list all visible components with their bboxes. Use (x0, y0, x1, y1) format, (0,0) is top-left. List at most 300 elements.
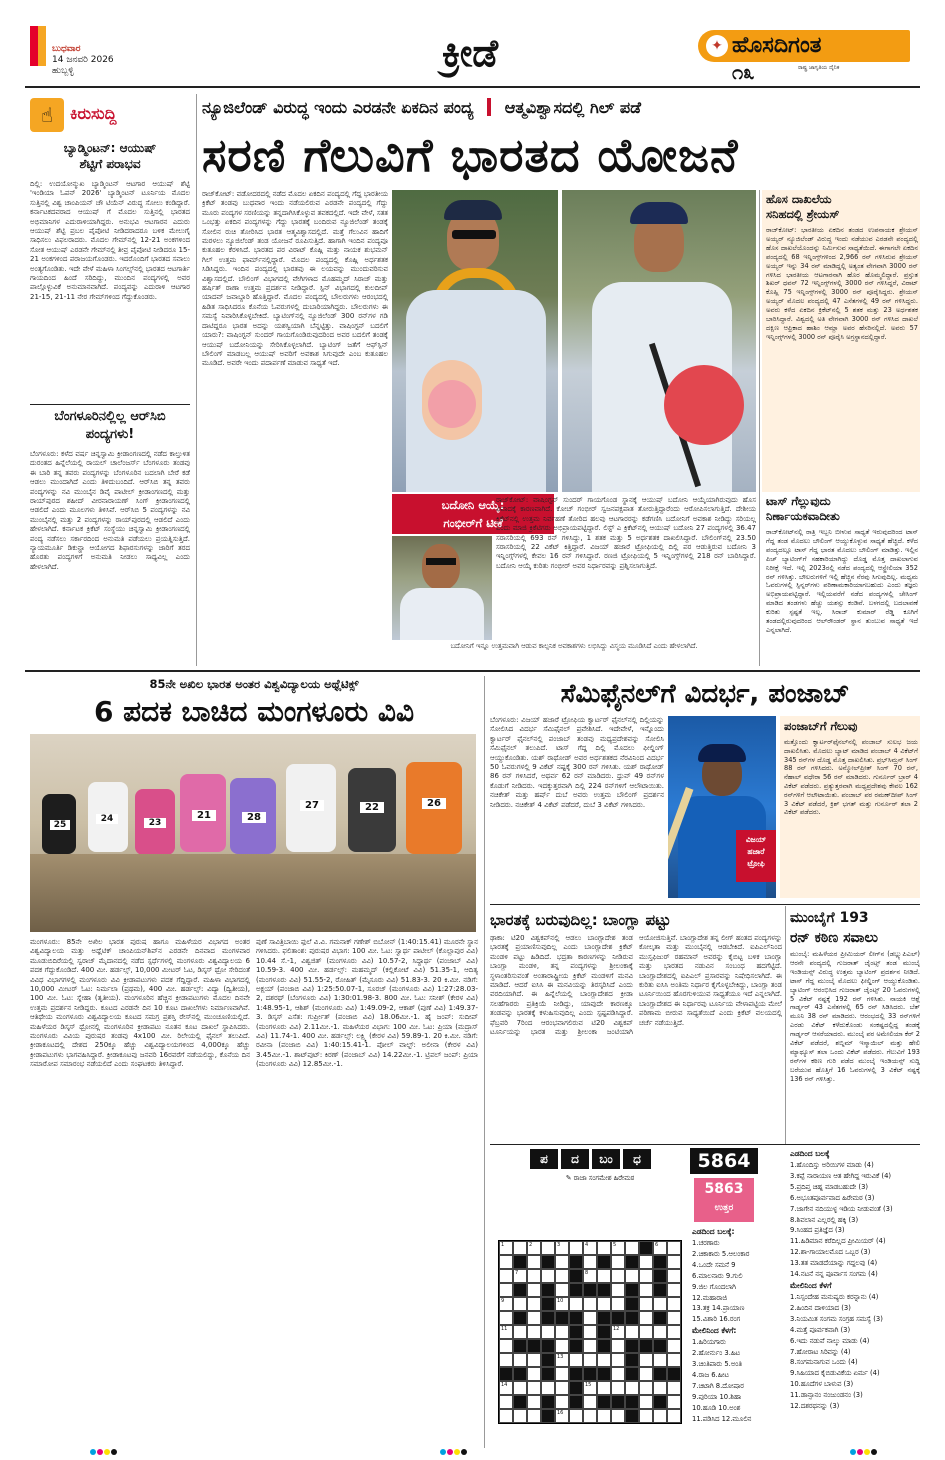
crossword-block-cell (541, 1367, 555, 1381)
clue-right-down: 4.ಮತ್ತೆ ಪೂರ್ವಕವಾಗಿ (3) (790, 1325, 851, 1334)
crossword-cell[interactable] (611, 1409, 625, 1423)
story-badminton-headline-line2: ಶೆಟ್ಟಿಗೆ ಪರಾಭವ (79, 157, 141, 171)
clue-right-down: 9.ಸಿಹಿಯಾದ ಕೈಬಿಡುವಿಕೆಯ ಏರ್ಮ (4) (790, 1369, 880, 1378)
bib-8: 26 (422, 798, 446, 809)
crossword-answer-box (694, 1178, 754, 1222)
crossword-cell[interactable] (597, 1297, 611, 1311)
vh-tag-line1: ವಿಜಯ್ (745, 835, 767, 844)
issue-day: ಬುಧವಾರ (52, 44, 81, 54)
crossword-cell[interactable] (583, 1339, 597, 1353)
clue-right-down: 7.ಹೋರಾಟ ಸಿರಿವನ್ನು (4) (790, 1347, 851, 1356)
clue-down: 4.ರಾಜ 6.ಹೀಟ (692, 1370, 729, 1379)
crossword-cell[interactable] (653, 1353, 667, 1367)
story-badminton-headline (30, 140, 190, 172)
crossword-block-cell (569, 1283, 583, 1297)
crossword-cell[interactable] (513, 1353, 527, 1367)
registration-dots-center (440, 1440, 468, 1459)
athletics-photo (30, 734, 476, 932)
bib-7: 22 (360, 802, 384, 813)
lamp-icon: ✦ (706, 35, 728, 57)
clue-right-across: 11.ಹಿಡಿಮಾನ ಕರೆದಿಲ್ಲದ ಪ್ರೀಮಿಯರ್ (4) (790, 1237, 886, 1246)
crossword-block-cell (569, 1325, 583, 1339)
crossword-cell[interactable]: 2 (527, 1241, 541, 1255)
cw-title-letter-4: ಧ (623, 1149, 651, 1169)
clue-down: 9.ಪುರಿಯಾ 10.ಶಿಹಾ (692, 1392, 742, 1401)
crossword-block-cell (569, 1339, 583, 1353)
crossword-clues-right (790, 1148, 920, 1448)
crossword-cell[interactable] (499, 1255, 513, 1269)
crossword-block-cell (527, 1339, 541, 1353)
crossword-cell[interactable] (611, 1269, 625, 1283)
lead-photo-caption: ಬದೋನಿಗೆ ಇನ್ನೂ ಉತ್ತಮವಾಗಿ ಆಡುವ ಕಾಲ್ಪನಿಕ ಅವಕಾಶಗಳು ಲಭಿಸಿದ್ದು ವಿಸ್ಮಯ ಮೂಡಿಸಿದೆ ಎಂದು ಹೇಳಲಾಗಿದೆ. (450, 642, 698, 650)
logo-tagline: ರಾಷ್ಟ್ರ ಜಾಗೃತಿಯ ದೈನಿಕ (798, 65, 840, 71)
athletics-body-right: ಪುಣೆ ಸಾವಿತ್ರಿಬಾಯಿ ಫುಲೆ ವಿ.ವಿ. ಗಮನಾಕ್ ಗಣೇಶ್ ಬಿಬೋನ್ (1:40:15.41) ಮೂರನೇ ಸ್ಥಾನ ಗಳಿಸಿದರು. ಫಲಿತಾಂಶ: ಪುರುಷರ ವಿಭಾಗ: 100 ಮೀ. ಓಟ: ಸ್ವಾರ್ಥ ಪಾಟೀಲ್ (ಕೊಲ್ಲಾಪುರ ವಿವಿ) 10.44 ಸೆ.-1, ವಿಶ್ವಜಿತ್ (ಮಂಗಳೂರು ವಿವಿ) 10.57-2, ಸಿದ್ಧಾರ್ಥ (ಪಂಜಾಬ್ ವಿವಿ) 10.59-3. 400 ಮೀ. ಹರ್ಡಲ್ಸ್: ಮಹಮ್ಮದ್ (ಕಲ್ಲಿಕೋಟೆ ವಿವಿ) 51.35-1, ಆದಿತ್ಯ (ಮಂಗಳೂರು ವಿವಿ) 51.55-2, ರೋಹಿತ್ (ಮೈಸೂರು ವಿವಿ) 51.83-3. 20 ಕಿ.ಮೀ. ನಡಿಗೆ: ಅಕ್ಷಯ್ (ಪಂಜಾಬಿ ವಿವಿ) 1:25:50.07-1, ಸೂರಜ್ (ಮಂಗಳೂರು ವಿವಿ) 1:27:28.03-2, ದಶರಥ್ (ಬೆಂಗಳೂರು ವಿವಿ) 1:30:01.98-3. 800 ಮೀ. ಓಟ: ಸನೀಶ್ (ಕೇರಳ ವಿವಿ) 1:48.95-1, ಆಶಿಶ್ (ಮಂಗಳೂರು ವಿವಿ) 1:49.09-2, ಆಕಾಶ್ (ಪುಣೆ ವಿವಿ) 1:49.37-3. ಡಿಸ್ಕಸ್ ಎಸೆತ: ಗುರ್ಪ್ರೀತ್ (ಪಂಜಾಬಿ ವಿವಿ) 18.06ಮೀ.-1. ಹೈ ಜಂಪ್: ಸುದೀಪ್ (ಮಂಗಳೂರು ವಿವಿ) 2.11ಮೀ.-1. ಮಹಿಳೆಯರ ವಿಭಾಗ: 100 ಮೀ. ಓಟ: ಪ್ರಿಯಾ (ಮದ್ರಾಸ್ ವಿವಿ) 11.74-1. 400 ಮೀ. ಹರ್ಡಲ್ಸ್: ಲಕ್ಷ್ಮಿ (ಕೇರಳ ವಿವಿ) 59.89-1. 20 ಕಿ.ಮೀ. ನಡಿಗೆ: ರವೀನಾ (ಪಂಜಾಬಿ ವಿವಿ) 1:40:15.41-1. ಪೋಲ್ ವಾಲ್ಟ್: ಅಲೀನಾ (ಕೇರಳ ವಿವಿ) 3.45ಮೀ.-1. ಶಾಟ್‌ಪುಟ್: ಕಿರಣ್ (ಪಂಜಾಬ್ ವಿವಿ) 14.22ಮೀ.-1. ಟ್ರಿಪಲ್ ಜಂಪ್: ಪ್ರಿಯಾ (ಮಂಗಳೂರು ವಿವಿ) 12.85ಮೀ.-1. (256, 938, 478, 1069)
crossword-cell[interactable] (639, 1325, 653, 1339)
lead-kicker (202, 94, 920, 122)
crossword-cell[interactable]: 11 (499, 1325, 513, 1339)
crossword-block-cell (541, 1339, 555, 1353)
clue-right-down: 8.ಸಂಗಮನಾಗುವ ಒಂದು (4) (790, 1358, 858, 1367)
crossword-cell[interactable] (499, 1269, 513, 1283)
crossword-block-cell (625, 1283, 639, 1297)
corner-mark-left (30, 26, 46, 66)
crossword-cell[interactable] (555, 1283, 569, 1297)
crossword-clues-mid (692, 1226, 784, 1448)
crossword-cell[interactable] (611, 1255, 625, 1269)
crossword-cell[interactable] (541, 1325, 555, 1339)
crossword-cell[interactable] (555, 1395, 569, 1409)
crossword-cell[interactable]: 10 (555, 1297, 569, 1311)
bangla-body: ಢಾಕಾ: ಟಿ20 ವಿಶ್ವಕಪ್‌ನಲ್ಲಿ ಆಡಲು ಬಾಂಗ್ಲಾದೇಶ ತಂಡ ಭಾರತಕ್ಕೆ ಪ್ರಯಾಣಿಸುವುದಿಲ್ಲ ಎಂದು ಬಾಂಗ್ಲಾದೇಶ ಕ್ರಿಕೆಟ್ ಮಂಡಳಿ ಪಟ್ಟು ಹಿಡಿದಿದೆ. ಭದ್ರತಾ ಕಾರಣಗಳನ್ನು ನೀಡಿರುವ ಬಾಂಗ್ಲಾ ಮಂಡಳಿ, ತನ್ನ ಪಂದ್ಯಗಳನ್ನು ಶ್ರೀಲಂಕಾಕ್ಕೆ ಸ್ಥಳಾಂತರಿಸುವಂತೆ ಅಂತಾರಾಷ್ಟ್ರೀಯ ಕ್ರಿಕೆಟ್ ಮಂಡಳಿಗೆ ಮನವಿ ಮಾಡಿದೆ. ಆದರೆ ಐಸಿಸಿ ಈ ಮನವಿಯನ್ನು ತಿರಸ್ಕರಿಸಿದೆ ಎಂದು ವರದಿಯಾಗಿದೆ. ಈ ಹಿನ್ನೆಲೆಯಲ್ಲಿ ಬಾಂಗ್ಲಾದೇಶದ ಕ್ರೀಡಾ ಸಲಹೆಗಾರರು ಪ್ರತಿಕ್ರಿಯೆ ನೀಡಿದ್ದು, ಯಾವುದೇ ಕಾರಣಕ್ಕೂ ತಂಡವನ್ನು ಭಾರತಕ್ಕೆ ಕಳುಹಿಸುವುದಿಲ್ಲ ಎಂದು ಸ್ಪಷ್ಟಪಡಿಸಿದ್ದಾರೆ. ಫೆಬ್ರವರಿ 7ರಿಂದ ಆರಂಭವಾಗಲಿರುವ ಟಿ20 ವಿಶ್ವಕಪ್ ಟೂರ್ನಿಯನ್ನು ಭಾರತ ಮತ್ತು ಶ್ರೀಲಂಕಾ ಜಂಟಿಯಾಗಿ ಆಯೋಜಿಸುತ್ತಿವೆ. ಬಾಂಗ್ಲಾದೇಶ ತನ್ನ ಲೀಗ್ ಹಂತದ ಪಂದ್ಯಗಳನ್ನು ಕೋಲ್ಕತಾ ಮತ್ತು ಮುಂಬೈನಲ್ಲಿ ಆಡಬೇಕಿದೆ. ಐಪಿಎಲ್‌ನಿಂದ ಮುಸ್ತಫಿಜುರ್ ರಹಮಾನ್ ಅವರನ್ನು ಕೈಬಿಟ್ಟ ಬಳಿಕ ಬಾಂಗ್ಲಾ ಮತ್ತು ಭಾರತದ ನಡುವಿನ ಸಂಬಂಧ ಹದಗೆಟ್ಟಿದೆ. ಬಾಂಗ್ಲಾದೇಶದಲ್ಲಿ ಐಪಿಎಲ್ ಪ್ರಸಾರವನ್ನು ನಿಷೇಧಿಸಲಾಗಿದೆ. ಈ ಕುರಿತು ಐಸಿಸಿ ಅಂತಿಮ ನಿರ್ಧಾರ ಕೈಗೊಳ್ಳಬೇಕಿದ್ದು, ಬಾಂಗ್ಲಾ ತಂಡ ಟೂರ್ನಿಯಿಂದ ಹೊರಗುಳಿಯುವ ಸಾಧ್ಯತೆಯೂ ಇದೆ ಎನ್ನಲಾಗಿದೆ. ಬಾಂಗ್ಲಾದೇಶದ ಈ ನಿರ್ಧಾರವು ಟೂರ್ನಿಯ ವೇಳಾಪಟ್ಟಿಯ ಮೇಲೆ ಪರಿಣಾಮ ಬೀರುವ ಸಾಧ್ಯತೆಯಿದೆ ಎಂದು ಕ್ರಿಕೆಟ್ ವಲಯದಲ್ಲಿ ಚರ್ಚೆ ನಡೆಯುತ್ತಿದೆ. (490, 934, 782, 1037)
crossword-block-cell (499, 1367, 513, 1381)
crossword-cell[interactable]: 14 (499, 1381, 513, 1395)
crossword-cell[interactable] (625, 1269, 639, 1283)
section-rule-lower (490, 904, 920, 905)
crossword-cell[interactable] (583, 1409, 597, 1423)
crossword-cell[interactable] (639, 1381, 653, 1395)
athletics-kicker: 85ನೇ ಅಖಿಲ ಭಾರತ ಅಂತರ ವಿಶ್ವವಿದ್ಯಾಲಯ ಅಥ್ಲೆಟಿಕ್ಸ್ (149, 677, 359, 691)
crossword-block-cell (583, 1367, 597, 1381)
crossword-cell[interactable]: 16 (555, 1409, 569, 1423)
crossword-block-cell (513, 1367, 527, 1381)
crossword-grid[interactable] (498, 1240, 682, 1424)
athletics-headline: 6 ಪದಕ ಬಾಚಿದ ಮಂಗಳೂರು ವಿವಿ (93, 695, 415, 728)
section-title: ಕ್ರೀಡೆ (441, 31, 499, 75)
bib-2: 24 (96, 814, 118, 824)
crossword-block-cell (625, 1367, 639, 1381)
crossword-cell[interactable]: 3 (555, 1241, 569, 1255)
crossword-cell[interactable] (611, 1339, 625, 1353)
crossword-block-cell (597, 1325, 611, 1339)
hand-icon: ☝ (30, 98, 64, 132)
shreyas-headline (766, 192, 918, 222)
crossword-block-cell (597, 1339, 611, 1353)
crossword-block-cell (625, 1353, 639, 1367)
crossword-cell[interactable] (597, 1409, 611, 1423)
crossword-block-cell (513, 1395, 527, 1409)
toss-headline-line2: ನಿರ್ಣಾಯಕವಾದೀತು (766, 509, 840, 523)
crossword-cell[interactable] (625, 1325, 639, 1339)
crossword-block-cell (625, 1339, 639, 1353)
crossword-cell[interactable] (555, 1339, 569, 1353)
crossword-answer-no: 5863 (704, 1181, 744, 1197)
crossword-cell[interactable]: 9 (499, 1297, 513, 1311)
crossword-block-cell (541, 1297, 555, 1311)
page-number: ೧೩ (732, 60, 755, 84)
crossword-cell[interactable] (639, 1409, 653, 1423)
clue-right-down: 1.ನಿಸ್ಸಂದೇಹ ಮನುಷ್ಯರು ಕರನ್ನಾನು (4) (790, 1292, 879, 1301)
crossword-block-cell (611, 1395, 625, 1409)
crossword-author (520, 1174, 680, 1183)
crossword-cell[interactable] (513, 1381, 527, 1395)
crossword-cell[interactable] (611, 1353, 625, 1367)
crossword-cell[interactable] (653, 1297, 667, 1311)
crossword-cell[interactable] (555, 1255, 569, 1269)
crossword-block-cell (625, 1255, 639, 1269)
crossword-block-cell (625, 1297, 639, 1311)
crossword-block-cell (541, 1353, 555, 1367)
mumbai-headline-line1: ಮುಂಬೈಗೆ 193 (790, 910, 869, 926)
issue-date: 14 ಜನವರಿ 2026 (52, 55, 114, 65)
crossword-cell[interactable] (499, 1353, 513, 1367)
crossword-cell[interactable] (667, 1255, 681, 1269)
punjab-box-body: ಮತ್ತೊಂದು ಕ್ವಾರ್ಟರ್‌ಫೈನಲ್‌ನಲ್ಲಿ ಪಂಜಾಬ್ ಸುಲಭ ಜಯ ದಾಖಲಿಸಿತು. ಮೊದಲು ಬ್ಯಾಟ್ ಮಾಡಿದ ಪಂಜಾಬ್ 4 ವಿಕೆಟ್‌ಗೆ 345 ರನ್‌ಗಳ ದೊಡ್ಡ ಮೊತ್ತ ದಾಖಲಿಸಿತು. ಪ್ರಭ್‌ಸಿಮ್ರನ್ ಸಿಂಗ್ 88 ರನ್ ಗಳಿಸಿದರು. ಅನ್ಮೋಲ್‌ಪ್ರೀತ್ ಸಿಂಗ್ 70 ರನ್, ನೆಹಾಲ್ ವಧೇರಾ 56 ರನ್ ಮಾಡಿದರು. ಗುರ್ನೂರ್ ಬ್ರಾರ್ 4 ವಿಕೆಟ್ ಪಡೆದರು. ಪ್ರತ್ಯುತ್ತರವಾಗಿ ಮಧ್ಯಪ್ರದೇಶವು ಕೇವಲ 162 ರನ್‌ಗಳಿಗೆ ಆಲೌಟಾಯಿತು. ಪಂಜಾಬ್ ಪರ ರಮಣ್‌ದೀಪ್ ಸಿಂಗ್ 3 ವಿಕೆಟ್ ಪಡೆದರೆ, ಕ್ರಿಶ್ ಭಗತ್ ಮತ್ತು ಗುರ್ನೂರ್ ತಲಾ 2 ವಿಕೆಟ್ ಪಡೆದರು. (784, 738, 918, 817)
pen-icon: ✎ (565, 1174, 574, 1182)
crossword-cell[interactable] (639, 1297, 653, 1311)
crossword-cell[interactable] (569, 1409, 583, 1423)
crossword-block-cell (653, 1283, 667, 1297)
bib-6: 27 (300, 800, 324, 811)
crossword-cell[interactable] (639, 1269, 653, 1283)
crossword-cell[interactable]: 15 (583, 1381, 597, 1395)
crossword-block-cell (541, 1255, 555, 1269)
cw-title-letter-2: ದ (561, 1149, 589, 1169)
mumbai-headline-line2: ರನ್ ಕಠಿಣ ಸವಾಲು (790, 930, 878, 946)
mumbai-headline (790, 908, 920, 948)
toss-headline (766, 494, 918, 524)
crossword-cell[interactable] (527, 1297, 541, 1311)
crossword-block-cell (541, 1311, 555, 1325)
clue-right-across: 5.ಪ್ರದಿಪ್ತ ಚಿಹ್ನ ಮಾಡಬಹುದೇ (3) (790, 1182, 869, 1191)
crossword-cell[interactable] (667, 1395, 681, 1409)
clue-right-across: 8.ಶಿವಲಾನ ಎಲ್ಲರಲ್ಲಿ ಹಕ್ಕಿ (3) (790, 1215, 859, 1224)
clue-right-down: 6.ಇದು ನಡುವೆ ನಾಲ್ಕು ಮಾಡು (4) (790, 1336, 870, 1345)
mumbai-body: ಮುಂಬೈ: ಮಹಿಳೆಯರ ಪ್ರೀಮಿಯರ್ ಲೀಗ್‌ನ (ಡಬ್ಲ್ಯುಪಿಎಲ್) ಆರನೇ ಪಂದ್ಯದಲ್ಲಿ ಗುಜರಾತ್ ಜೈಂಟ್ಸ್ ತಂಡ ಮುಂಬೈ ಇಂಡಿಯನ್ಸ್ ವಿರುದ್ಧ ಉತ್ತಮ ಬ್ಯಾಟಿಂಗ್ ಪ್ರದರ್ಶನ ನೀಡಿದೆ. ಟಾಸ್ ಗೆದ್ದ ಮುಂಬೈ ಮೊದಲು ಫೀಲ್ಡಿಂಗ್ ಆಯ್ದುಕೊಂಡಿತು. ಬ್ಯಾಟಿಂಗ್ ಆರಂಭಿಸಿದ ಗುಜರಾತ್ ಜೈಂಟ್ಸ್ 20 ಓವರುಗಳಲ್ಲಿ 5 ವಿಕೆಟ್ ನಷ್ಟಕ್ಕೆ 192 ರನ್ ಗಳಿಸಿತು. ನಾಯಕಿ ಆಶ್ಲೆ ಗಾರ್ಡ್ನರ್ 43 ಎಸೆತಗಳಲ್ಲಿ 65 ರನ್ ಸಿಡಿಸಿದರು. ಬೆತ್ ಮೂನಿ 38 ರನ್ ಮಾಡಿದರು. ಆರಂಭದಲ್ಲಿ 33 ರನ್‌ಗಳಿಗೆ ಎರಡು ವಿಕೆಟ್ ಕಳೆದುಕೊಂಡು ಸಂಕಷ್ಟದಲ್ಲಿದ್ದ ತಂಡಕ್ಕೆ ಗಾರ್ಡ್ನರ್ ಆಸರೆಯಾದರು. ಮುಂಬೈ ಪರ ಅಮೇಲಿಯಾ ಕೆರ್ 2 ವಿಕೆಟ್ ಪಡೆದರೆ, ಶಬ್ನಿಮ್ ಇಸ್ಮಾಯಿಲ್ ಮತ್ತು ಹೇಲಿ ಮ್ಯಾಥ್ಯೂಸ್ ತಲಾ ಒಂದು ವಿಕೆಟ್ ಪಡೆದರು. ಗೆಲುವಿಗೆ 193 ರನ್‌ಗಳ ಕಠಿಣ ಗುರಿ ಪಡೆದ ಮುಂಬೈ ಇಂಡಿಯನ್ಸ್ ಸುದ್ದಿ ಬರೆಯುವ ಹೊತ್ತಿಗೆ 16 ಓವರುಗಳಲ್ಲಿ 3 ವಿಕೆಟ್ ನಷ್ಟಕ್ಕೆ 136 ರನ್ ಗಳಿಸಿತ್ತು. (790, 950, 920, 1083)
crossword-cell[interactable] (667, 1269, 681, 1283)
crossword-cell[interactable] (611, 1297, 625, 1311)
crossword-block-cell (639, 1339, 653, 1353)
crossword-cell[interactable] (583, 1353, 597, 1367)
clue-across: 12.ಮಹಾರಾಜಿ (692, 1293, 727, 1302)
crossword-cell[interactable] (555, 1367, 569, 1381)
clue-right-across: 13.ತತ ಮಾಡದೆಯಾನ್ನು ಗದ್ದಲವು (4) (790, 1259, 878, 1268)
lead-kicker-right: ಆತ್ಮವಿಶ್ವಾಸದಲ್ಲಿ ಗಿಲ್ ಪಡೆ (504, 98, 641, 117)
crossword-cell[interactable] (667, 1381, 681, 1395)
crossword-cell[interactable] (569, 1353, 583, 1367)
crossword-cell[interactable] (639, 1311, 653, 1325)
crossword-block-cell (625, 1395, 639, 1409)
clue-across: 15.ವಿಶಾರಿ 16.ರಂಗ (692, 1315, 741, 1324)
crossword-cell[interactable] (583, 1395, 597, 1409)
crossword-cell[interactable] (499, 1283, 513, 1297)
crossword-cell[interactable] (583, 1255, 597, 1269)
crossword-cell[interactable] (527, 1325, 541, 1339)
crossword-cell[interactable]: 1 (499, 1241, 513, 1255)
kirusuddi-label: ಕಿರುಸುದ್ದಿ (70, 104, 117, 123)
shreyas-body: ರಾಜ್‌ಕೋಟ್: ಭಾರತೀಯ ಏಕದಿನ ತಂಡದ ಉಪನಾಯಕ ಶ್ರೇಯಸ್ ಅಯ್ಯರ್ ನ್ಯೂಜಿಲೆಂಡ್ ವಿರುದ್ಧ ಇಂದು ನಡೆಯುವ ಎರಡನೇ ಪಂದ್ಯದಲ್ಲಿ ಹೊಸ ದಾಖಲೆಯೊಂದನ್ನು ನಿರ್ಮಿಸುವ ಸಾಧ್ಯತೆಯಿದೆ. ಈಗಾಗಲೇ ಏಕದಿನ ಪಂದ್ಯದಲ್ಲಿ 68 ಇನ್ನಿಂಗ್ಸ್‌ಗಳಿಂದ 2,966 ರನ್ ಗಳಿಸಿರುವ ಶ್ರೇಯಸ್ ಅಯ್ಯರ್ ಇನ್ನು 34 ರನ್ ಮಾಡಿದ್ದಲ್ಲಿ ಅತ್ಯಂತ ವೇಗವಾಗಿ 3000 ರನ್ ಗಳಿಸಿದ ಭಾರತೀಯ ಆಟಗಾರನಾಗಿ ಹೊರ ಹೊಮ್ಮಲಿದ್ದಾರೆ. ಪ್ರಸ್ತುತ ಶಿಖರ್ ಧವನ್ 72 ಇನ್ನಿಂಗ್ಸ್‌ಗಳಲ್ಲಿ 3000 ರನ್ ಗಳಿಸಿದ್ದರೆ, ವಿರಾಟ್ ಕೊಹ್ಲಿ 75 ಇನ್ನಿಂಗ್ಸ್‌ಗಳಲ್ಲಿ 3000 ರನ್ ಪೂರೈಸಿದ್ದರು. ಶ್ರೇಯಸ್ ಅಯ್ಯರ್ ಮೊದಲ ಪಂದ್ಯದಲ್ಲಿ 47 ಎಸೆತಗಳಲ್ಲಿ 49 ರನ್ ಗಳಿಸಿದ್ದರು. ಅವರು ಕಳೆದ ಏಕದಿನ ಕ್ರಿಕೆಟ್‌ನಲ್ಲಿ 5 ಶತಕ ಮತ್ತು 23 ಅರ್ಧಶತಕ ಬಾರಿಸಿದ್ದಾರೆ. ವಿಶ್ವದಲ್ಲಿ ಅತಿ ವೇಗವಾಗಿ 3000 ರನ್ ಗಳಿಸಿದ ದಾಖಲೆ ದಕ್ಷಿಣ ಆಫ್ರಿಕಾದ ಹಾಶಿಂ ಆಮ್ಲಾ ಅವರ ಹೆಸರಿನಲ್ಲಿದೆ. ಅವರು 57 ಇನ್ನಿಂಗ್ಸ್‌ಗಳಲ್ಲಿ 3000 ರನ್ ಪೂರೈಸಿ ಅಗ್ರಸ್ಥಾನದಲ್ಲಿದ್ದಾರೆ. (766, 226, 918, 341)
column-divider-bottom (484, 676, 485, 1448)
story-rcb-headline-line2: ಪಂದ್ಯಗಳು! (85, 427, 135, 442)
kirusuddi-divider (30, 404, 190, 405)
clue-right-down: 12.ದಶರಥನನ್ನು (3) (790, 1402, 840, 1411)
crossword-top-rule (490, 1144, 920, 1145)
lead-headline: ಸರಣಿ ಗೆಲುವಿಗೆ ಭಾರತದ ಯೋಜನೆ (202, 128, 739, 182)
crossword-cell[interactable] (667, 1353, 681, 1367)
kirusuddi-badge (30, 98, 180, 132)
crossword-block-cell (513, 1255, 527, 1269)
crossword-block-cell (569, 1367, 583, 1381)
crossword-cell[interactable]: 13 (555, 1353, 569, 1367)
crossword-cell[interactable] (499, 1395, 513, 1409)
crossword-cell[interactable] (583, 1297, 597, 1311)
story-badminton-headline-line1: ಬ್ಯಾಡ್ಮಿಂಟನ್: ಆಯುಷ್ (63, 141, 157, 155)
crossword-cell[interactable] (499, 1339, 513, 1353)
crossword-cell[interactable] (499, 1311, 513, 1325)
semifinal-headline: ಸೆಮಿಫೈನಲ್‌ಗೆ ವಿದರ್ಭ, ಪಂಜಾಬ್ (560, 679, 850, 709)
crossword-block-cell (541, 1395, 555, 1409)
crossword-cell[interactable]: 4 (583, 1241, 597, 1255)
crossword-block-cell (653, 1395, 667, 1409)
crossword-cell[interactable] (541, 1381, 555, 1395)
crossword-cell[interactable] (513, 1241, 527, 1255)
vh-tag-line3: ಟ್ರೋಫಿ (747, 859, 765, 868)
crossword-cell[interactable] (527, 1381, 541, 1395)
crossword-cell[interactable] (527, 1409, 541, 1423)
bib-5: 28 (242, 812, 266, 823)
clue-down: 2.ಹೋರ್ನುಂ 3.ಹಿಟ (692, 1349, 740, 1358)
story-rcb-headline (30, 408, 190, 444)
clues-mid-down-heading: ಮೇಲಿನಿಂದ ಕೆಳಗೆ: (692, 1326, 737, 1336)
crossword-block-cell (569, 1381, 583, 1395)
crossword-cell[interactable] (653, 1409, 667, 1423)
crossword-block-cell (583, 1283, 597, 1297)
gambhir-photo (392, 536, 492, 640)
crossword-cell[interactable] (639, 1283, 653, 1297)
crossword-cell[interactable] (499, 1409, 513, 1423)
bangla-headline: ಭಾರತಕ್ಕೆ ಬರುವುದಿಲ್ಲ: ಬಾಂಗ್ಲಾ ಪಟ್ಟು (490, 911, 671, 929)
crossword-cell[interactable] (667, 1311, 681, 1325)
clue-down: 1.ಹಿರಿಯಗಾರು (692, 1338, 726, 1347)
crossword-cell[interactable] (611, 1367, 625, 1381)
clue-down: 10.ಹೂಡಿ 10.ಅಂಶ (692, 1403, 741, 1412)
column-divider-left (196, 94, 197, 666)
crossword-cell[interactable] (541, 1241, 555, 1255)
toss-headline-line1: ಟಾಸ್ ಗೆಲ್ಲುವುದು (766, 494, 831, 508)
clue-across: 13.ತಕ್ರ 14.ಪ್ರಾಯಾಣ (692, 1304, 745, 1313)
crossword-cell[interactable] (639, 1353, 653, 1367)
crossword-block-cell (569, 1395, 583, 1409)
crossword-block-cell (611, 1311, 625, 1325)
logo-text: ಹೊಸದಿಗಂತ (732, 33, 822, 58)
cw-title-letter-1: ಪ (530, 1149, 558, 1169)
crossword-cell[interactable] (527, 1311, 541, 1325)
crossword-cell[interactable]: 12 (611, 1325, 625, 1339)
crossword-cell[interactable] (653, 1381, 667, 1395)
crossword-cell[interactable] (569, 1297, 583, 1311)
column-divider-mumbai (785, 906, 786, 1144)
clues-mid-across-heading: ಎಡದಿಂದ ಬಲಕ್ಕೆ: (692, 1227, 735, 1236)
crossword-cell[interactable] (639, 1255, 653, 1269)
crossword-block-cell (541, 1283, 555, 1297)
crossword-author-name: ರಾಜಾ ಸಂಗಮೇಶ ಹಿರೇಮಠ (573, 1174, 635, 1182)
clues-right-down-heading: ಮೇಲಿನಿಂದ ಕೆಳಗೆ (790, 1280, 832, 1290)
crossword-cell[interactable] (527, 1269, 541, 1283)
crossword-cell[interactable] (527, 1283, 541, 1297)
crossword-block-cell (597, 1395, 611, 1409)
crossword-block-cell (639, 1241, 653, 1255)
crossword-block-cell (625, 1409, 639, 1423)
crossword-cell[interactable]: 8 (583, 1269, 597, 1283)
vh-trophy-tag (736, 830, 776, 882)
crossword-cell[interactable] (513, 1297, 527, 1311)
crossword-cell[interactable] (513, 1409, 527, 1423)
issue-city: ಹುಬ್ಬಳ್ಳಿ (52, 66, 74, 76)
crossword-cell[interactable]: 7 (513, 1269, 527, 1283)
crossword-cell[interactable] (667, 1283, 681, 1297)
section-rule-mid (25, 670, 920, 672)
column-divider-right (759, 190, 760, 666)
crossword-cell[interactable]: 5 (611, 1241, 625, 1255)
crossword-title (530, 1148, 664, 1170)
crossword-block-cell (513, 1283, 527, 1297)
crossword-cell[interactable] (667, 1241, 681, 1255)
crossword-cell[interactable] (555, 1325, 569, 1339)
crossword-block-cell (597, 1283, 611, 1297)
crossword-block-cell (569, 1311, 583, 1325)
crossword-cell[interactable] (527, 1367, 541, 1381)
crossword-block-cell (653, 1367, 667, 1381)
crossword-cell[interactable] (513, 1325, 527, 1339)
masthead-logo (698, 30, 910, 84)
crossword-cell[interactable] (625, 1241, 639, 1255)
clue-right-across: 14.ನಟನೆ ನನ್ನ ಪೂರ್ವಾಸ ಸಂಗಮ (4) (790, 1270, 878, 1279)
crossword-block-cell (513, 1339, 527, 1353)
clue-across: 6.ಮಾಲನಾರು 9.ಗುಲಿ (692, 1271, 743, 1280)
crossword-cell[interactable] (653, 1325, 667, 1339)
header-rule (25, 86, 920, 88)
crossword-cell[interactable] (667, 1325, 681, 1339)
crossword-cell[interactable] (555, 1269, 569, 1283)
crossword-cell[interactable] (597, 1241, 611, 1255)
story-badminton-body: ದಿಲ್ಲಿ: ಉದಯೋನ್ಮುಖ ಬ್ಯಾಡ್ಮಿಂಟನ್ ಆಟಗಾರ ಆಯುಷ್ ಶೆಟ್ಟಿ 'ಇಂಡಿಯಾ ಓಪನ್ 2026' ಬ್ಯಾಡ್ಮಿಂಟನ್ ಟೂರ್ನಿಯ ಮೊದಲ ಸುತ್ತಿನಲ್ಲಿ ವಿಶ್ವ ಚಾಂಪಿಯನ್ ಚೌ ಟಿಯೆನ್ ವಿರುದ್ಧ ಸೋಲು ಕಂಡಿದ್ದಾರೆ. ಕರ್ನಾಟಕದವರಾದ ಆಯುಷ್ ಗೆ ಮೊದಲ ಸುತ್ತಿನಲ್ಲಿ ಭಾರತದ ಅಭಿಮಾನಿಗಳ ಎದುರಾಳಿಯಾಗಿದ್ದರು. ಅನುಭವಿ ಆಟಗಾರನ ಎದುರು ಆಯುಷ್ ಶೆಟ್ಟಿ ಪ್ರಬಲ ಪೈಪೋಟಿ ನೀಡಿದರಾದರೂ ಬಳಿಕ ಮೇಲುಗೈ ಸಾಧಿಸಲು ವಿಫಲರಾದರು. ಮೊದಲ ಗೇಮ್‌ನಲ್ಲಿ 12-21 ಅಂಕಗಳಿಂದ ಸೋತ ಆಯುಷ್ ಎರಡನೇ ಗೇಮ್‌ನಲ್ಲಿ ತೀವ್ರ ಪೈಪೋಟಿ ನೀಡಿದರೂ 15-21 ಅಂಕಗಳಿಂದ ಪರಾಜಯಗೊಂಡರು. ಇದರೊಂದಿಗೆ ಭಾರತದ ಸವಾಲು ಅಂತ್ಯಗೊಂಡಿತು. ಇದೇ ವೇಳೆ ಮಹಿಳಾ ಸಿಂಗಲ್ಸ್‌ನಲ್ಲಿ ಭಾರತದ ಆಟಗಾರ್ತಿ ಗಾಯದಿಂದ ಹಿಂದೆ ಸರಿದಿದ್ದು, ಮುಂದಿನ ಪಂದ್ಯಗಳಲ್ಲಿ ಅವರ ಪಾಲ್ಗೊಳ್ಳುವಿಕೆ ಅನುಮಾನವಾಗಿದೆ. ಪಂದ್ಯವನ್ನು ಎದುರಾಳಿ ಆಟಗಾರ 21-15, 21-11 ನೇರ ಗೇಮ್‌ಗಳಿಂದ ಗೆದ್ದುಕೊಂಡರು. (30, 180, 190, 301)
crossword-cell[interactable] (639, 1367, 653, 1381)
crossword-cell[interactable] (583, 1325, 597, 1339)
crossword-cell[interactable] (611, 1283, 625, 1297)
crossword-cell[interactable] (583, 1311, 597, 1325)
crossword-block-cell (541, 1409, 555, 1423)
crossword-cell[interactable] (541, 1269, 555, 1283)
clue-down: 3.ಚಿಂತಿಪಾರು 5.ಅಂತಿ (692, 1360, 742, 1369)
story-rcb-headline-line1: ಬೆಂಗಳೂರಿನಲ್ಲಿಲ್ಲ ಆರ್‌ಸಿಬಿ (54, 409, 166, 424)
crossword-cell[interactable] (597, 1381, 611, 1395)
semifinal-body: ಬೆಂಗಳೂರು: ವಿಜಯ್ ಹಜಾರೆ ಟ್ರೋಫಿಯ ಕ್ವಾರ್ಟರ್ ಫೈನಲ್‌ನಲ್ಲಿ ದಿಲ್ಲಿಯನ್ನು ಸೋಲಿಸಿದ ವಿದರ್ಭ ಸೆಮಿಫೈನಲ್ ಪ್ರವೇಶಿಸಿದೆ. ಇದೇವೇಳೆ, ಇನ್ನೊಂದು ಕ್ವಾರ್ಟರ್ ಫೈನಲ್‌ನಲ್ಲಿ ಪಂಜಾಬ್ ತಂಡವು ಮಧ್ಯಪ್ರದೇಶವನ್ನು ಸೋಲಿಸಿ ಸೆಮಿಫೈನಲ್ ತಲುಪಿದೆ. ಟಾಸ್ ಗೆದ್ದ ದಿಲ್ಲಿ ಮೊದಲು ಫೀಲ್ಡಿಂಗ್ ಆಯ್ದುಕೊಂಡಿತು. ಯಶ್ ರಾಥೋಡ್ ಅವರ ಅರ್ಧಶತಕದ ನೆರವಿನಿಂದ ವಿದರ್ಭ 50 ಓವರುಗಳಲ್ಲಿ 9 ವಿಕೆಟ್ ನಷ್ಟಕ್ಕೆ 300 ರನ್ ಗಳಿಸಿತು. ಯಶ್ ರಾಥೋಡ್ 86 ರನ್ ಗಳಿಸಿದರೆ, ಅಥರ್ವ 62 ರನ್ ಮಾಡಿದರು. ಧ್ರುವ್ 49 ರನ್‌ಗಳ ಕೊಡುಗೆ ನೀಡಿದರು. ಇದಕ್ಕುತ್ತರವಾಗಿ ದಿಲ್ಲಿ 224 ರನ್‌ಗಳಿಗೆ ಆಲೌಟಾಯಿತು. ನಚಿಕೇತ್ ಮತ್ತು ಹರ್ಷ್ ದುಬೆ ಅವರು ಉತ್ತಮ ಬೌಲಿಂಗ್ ಪ್ರದರ್ಶನ ನೀಡಿದರು. ನಚಿಕೇತ್ 4 ವಿಕೆಟ್ ಪಡೆದರೆ, ದುಬೆ 3 ವಿಕೆಟ್ ಗಳಿಸಿದರು. (490, 716, 664, 809)
lead-kicker-left: ನ್ಯೂಜಿಲೆಂಡ್ ವಿರುದ್ಧ ಇಂದು ಎರಡನೇ ಏಕದಿನ ಪಂದ್ಯ (202, 98, 474, 117)
clues-right-across-heading: ಎಡದಿಂದ ಬಲಕ್ಕೆ (790, 1149, 830, 1158)
crossword-block-cell (625, 1311, 639, 1325)
clue-across: 4.ಒಂದೇ ಸಮನೆ 9 (692, 1260, 736, 1269)
crossword-puzzle-no: 5864 (690, 1148, 758, 1174)
clue-across: 2.ಚಿಕಾಕಾರು 5.ಆಲಂಕಾರ (692, 1249, 750, 1258)
clue-right-across: 12.ಶಾ-ಗಾಯಾಲಮೊದ ಒಬ್ಬರ (3) (790, 1248, 871, 1257)
crossword-block-cell (667, 1367, 681, 1381)
crossword-block-cell (653, 1255, 667, 1269)
crossword-cell[interactable] (597, 1269, 611, 1283)
rahul-photo (562, 190, 756, 492)
kicker-separator (487, 98, 491, 116)
crossword-cell[interactable] (527, 1255, 541, 1269)
clue-across: 1.ಚರಣಾರು (692, 1239, 720, 1247)
crossword-cell[interactable]: 6 (653, 1241, 667, 1255)
crossword-cell[interactable] (667, 1339, 681, 1353)
crossword-cell[interactable] (527, 1395, 541, 1409)
story-rcb-body: ಬೆಂಗಳೂರು: ಕಳೆದ ವರ್ಷ ಚಿನ್ನಸ್ವಾಮಿ ಕ್ರೀಡಾಂಗಣದಲ್ಲಿ ನಡೆದ ಕಾಲ್ತುಳಿತ ದುರಂತದ ಹಿನ್ನೆಲೆಯಲ್ಲಿ ರಾಯಲ್ ಚಾಲೆಂಜರ್ಸ್ ಬೆಂಗಳೂರು ತಂಡವು ಈ ಬಾರಿ ತನ್ನ ತವರು ಪಂದ್ಯಗಳನ್ನು ಬೆಂಗಳೂರಿನ ಬದಲಾಗಿ ಬೇರೆ ಕಡೆ ಆಡಲು ಮುಂದಾಗಿದೆ ಎಂದು ತಿಳಿದುಬಂದಿದೆ. ಆರ್‌ಸಿಬಿ ತನ್ನ ತವರು ಪಂದ್ಯಗಳನ್ನು ನವಿ ಮುಂಬೈನ ಡಿವೈ ಪಾಟೀಲ್ ಕ್ರೀಡಾಂಗಣದಲ್ಲಿ ಮತ್ತು ರಾಯ್‌ಪುರದ ಶಹೀದ್ ವೀರನಾರಾಯಣ್ ಸಿಂಗ್ ಕ್ರೀಡಾಂಗಣದಲ್ಲಿ ಆಡಲಿದೆ ಎಂದು ಮೂಲಗಳು ತಿಳಿಸಿವೆ. ಆರ್‌ಸಿಬಿ 5 ಪಂದ್ಯಗಳನ್ನು ನವಿ ಮುಂಬೈನಲ್ಲಿ ಮತ್ತು 2 ಪಂದ್ಯಗಳನ್ನು ರಾಯ್‌ಪುರದಲ್ಲಿ ಆಡಲಿದೆ ಎಂದು ಹೇಳಲಾಗಿದೆ. ಕರ್ನಾಟಕ ಕ್ರಿಕೆಟ್ ಸಂಸ್ಥೆಯು ಚಿನ್ನಸ್ವಾಮಿ ಕ್ರೀಡಾಂಗಣದಲ್ಲಿ ಪಂದ್ಯ ನಡೆಸಲು ಸರ್ಕಾರದಿಂದ ಅನುಮತಿ ಪಡೆಯಲು ಪ್ರಯತ್ನಿಸುತ್ತಿದೆ. ನ್ಯಾಯಮೂರ್ತಿ ಡಿಕುನ್ಹಾ ಆಯೋಗದ ಶಿಫಾರಸುಗಳನ್ನು ಜಾರಿಗೆ ತರದ ಹೊರತು ಪಂದ್ಯಗಳಿಗೆ ಅನುಮತಿ ನೀಡಲು ಸಾಧ್ಯವಿಲ್ಲ ಎಂದು ಹೇಳಲಾಗಿದೆ. (30, 450, 190, 571)
shreyas-headline-line1: ಹೊಸ ದಾಖಲೆಯ (766, 192, 832, 206)
clue-right-across: 3.ಕಪ್ಪೆ ನಾರಾಯಣ ಆತ ಹೇಗಿದ್ದ ಇರುವಿಕೆ (4) (790, 1171, 892, 1180)
cw-title-letter-3: ಬಂ (592, 1149, 620, 1169)
vh-tag-line2: ಹಜಾರೆ (747, 847, 765, 856)
clue-right-across: 1.ಹೊಂದಿಸ್ತು ಅರಿಯಿಗಳ ಮಾಡು (4) (790, 1161, 874, 1169)
crossword-block-cell (597, 1255, 611, 1269)
athletics-body-left: ಮಂಗಳೂರು: 85ನೇ ಅಖಿಲ ಭಾರತ ಪುರುಷ ಹಾಗೂ ಮಹಿಳೆಯರ ವಿಭಾಗದ ಅಂತರ ವಿಶ್ವವಿದ್ಯಾಲಯ ಮತ್ತು ಅಥ್ಲೆಟಿಕ್ ಚಾಂಪಿಯನ್‌ಶಿಪ್‌ನ ಎರಡನೇ ದಿನವಾದ ಮಂಗಳವಾರ ಮೂಡುಬಿದಿರೆಯಲ್ಲಿ ಸ್ವರಾಜ್ ಮೈದಾನದಲ್ಲಿ ನಡೆದ ಸ್ಪರ್ಧೆಗಳಲ್ಲಿ ಮಂಗಳೂರು ವಿಶ್ವವಿದ್ಯಾಲಯ 6 ಪದಕ ಗೆದ್ದುಕೊಂಡಿದೆ. 400 ಮೀ. ಹರ್ಡಲ್ಸ್, 10,000 ಮೀಟರ್ ಓಟ, ಡಿಸ್ಕಸ್ ಥ್ರೋ ಸೇರಿದಂತೆ ವಿವಿಧ ವಿಭಾಗಗಳಲ್ಲಿ ಮಂಗಳೂರು ವಿವಿ ಕ್ರೀಡಾಪಟುಗಳು ಪದಕ ಗೆದ್ದಿದ್ದಾರೆ. ಮಹಿಳಾ ವಿಭಾಗದಲ್ಲಿ 10,000 ಮೀಟರ್ ಓಟ: ನಿರ್ಮಲಾ (ಪ್ರಥಮ), 400 ಮೀ. ಹರ್ಡಲ್ಸ್: ವಿದ್ಯಾ (ದ್ವಿತೀಯ), 100 ಮೀ. ಓಟ: ಸ್ನೇಹಾ (ತೃತೀಯ). ಮಂಗಳೂರಿನ ಹೆಚ್ಚಿನ ಕ್ರೀಡಾಪಟುಗಳು ಮೊದಲ ದಿನವೇ ಉತ್ತಮ ಪ್ರದರ್ಶನ ನೀಡಿದ್ದರು. ಕೂಟದ ಎರಡನೇ ದಿನ 10 ಕೂಟ ದಾಖಲೆಗಳು ನಿರ್ಮಾಣವಾಗಿವೆ. ಆತಿಥೇಯ ಮಂಗಳೂರು ವಿಶ್ವವಿದ್ಯಾಲಯ ಕೂಟದ ಸಮಗ್ರ ಪ್ರಶಸ್ತಿ ರೇಸ್‌ನಲ್ಲಿ ಮುಂಚೂಣಿಯಲ್ಲಿದೆ. ಮಹಿಳೆಯರ ಡಿಸ್ಕಸ್ ಥ್ರೋನಲ್ಲಿ ಮಂಗಳೂರಿನ ಕ್ರೀಡಾಪಟು ನೂತನ ಕೂಟ ದಾಖಲೆ ಸ್ಥಾಪಿಸಿದರು. ಮಂಗಳೂರು ವಿವಿಯ ಪುರುಷರ ತಂಡವು 4x100 ಮೀ. ರಿಲೇಯಲ್ಲಿ ಫೈನಲ್ ತಲುಪಿದೆ. ಕ್ರೀಡಾಕೂಟದಲ್ಲಿ ದೇಶದ 250ಕ್ಕೂ ಹೆಚ್ಚು ವಿಶ್ವವಿದ್ಯಾಲಯಗಳಿಂದ 4,000ಕ್ಕೂ ಹೆಚ್ಚು ಕ್ರೀಡಾಪಟುಗಳು ಭಾಗವಹಿಸಿದ್ದಾರೆ. ಕ್ರೀಡಾಕೂಟವು ಜನವರಿ 16ರವರೆಗೆ ನಡೆಯಲಿದ್ದು, ಕೊನೆಯ ದಿನ ಸಮಾರೋಪ ಸಮಾರಂಭ ನಡೆಯಲಿದೆ ಎಂದು ಸಂಘಟಕರು ತಿಳಿಸಿದ್ದಾರೆ. (30, 938, 250, 1069)
clue-right-down: 11.ಡಾನ್ಸಾನಂ ನಂಜುಂಡನಂ (3) (790, 1391, 863, 1400)
crossword-cell[interactable] (569, 1241, 583, 1255)
bib-3: 23 (144, 818, 166, 828)
crossword-cell[interactable] (611, 1381, 625, 1395)
crossword-cell[interactable] (597, 1353, 611, 1367)
crossword-cell[interactable] (667, 1297, 681, 1311)
clue-right-down: 3.ನಿಯಮಿತ ಸಂಗಮ ಸಂಗ್ರಹ ಸಮಸ್ಯೆ (3) (790, 1314, 883, 1323)
crossword-block-cell (653, 1311, 667, 1325)
badoni-caption-line2: ಗಂಭೀರ್‌ಗೆ ಟೀಕೆ (443, 516, 503, 530)
clue-right-across: 7.ಜಾಗೇನ ನದಿಯುಳ್ಳ ಇಡಿಯ ನೀಡುವಂತೆ (3) (790, 1204, 893, 1213)
clue-down: 7.ಚಿಟಾಗಿ 8.ದೋಷಾರ (692, 1381, 744, 1390)
punjab-box-headline: ಪಂಜಾಬ್‌ಗೆ ಗೆಲುವು (784, 719, 858, 733)
clue-right-across: 9.ಸಿಂಹದ ಪ್ರತಿಜ್ಞೆದ (3) (790, 1226, 845, 1235)
lead-body: ರಾಜ್‌ಕೋಟ್: ವಡೋದರದಲ್ಲಿ ನಡೆದ ಮೊದಲ ಏಕದಿನ ಪಂದ್ಯದಲ್ಲಿ ಗೆದ್ದ ಭಾರತೀಯ ಕ್ರಿಕೆಟ್ ತಂಡವು ಬುಧವಾರ ಇಂದು ನಡೆಯಲಿರುವ ಎರಡನೇ ಪಂದ್ಯದಲ್ಲಿ ಗೆದ್ದು ಮೂರು ಪಂದ್ಯಗಳ ಸರಣಿಯನ್ನು ತನ್ನದಾಗಿಸಿಕೊಳ್ಳುವ ತವಕದಲ್ಲಿದೆ. ಇದೇ ವೇಳೆ, ಸತತ ಒಂಭತ್ತು ಏಕದಿನ ಪಂದ್ಯಗಳನ್ನು ಗೆದ್ದು ಭಾರತಕ್ಕೆ ಬಂದಿರುವ ನ್ಯೂಜಿಲೆಂಡ್ ತಂಡಕ್ಕೆ ಸೋಲಿನ ರುಚಿ ತೋರಿಸಿದ ಭಾರತ ಆತ್ಮವಿಶ್ವಾಸದಲ್ಲಿದೆ. ಮತ್ತೆ ಗೆಲುವಿನ ಹಾದಿಗೆ ಮರಳಲು ನ್ಯೂಜಿಲೆಂಡ್ ತಂಡ ಯೋಜನೆ ರೂಪಿಸುತ್ತಿದೆ. ಹಾಗಾಗಿ ಇಂದಿನ ಪಂದ್ಯವೂ ಕುತೂಹಲ ಕೆರಳಿಸಿದೆ. ಭಾರತದ ಪರ ವಿರಾಟ್ ಕೊಹ್ಲಿ ಮತ್ತು ನಾಯಕ ಶುಭಮನ್ ಗಿಲ್ ಉತ್ತಮ ಫಾರ್ಮ್‌ನಲ್ಲಿದ್ದಾರೆ. ಮೊದಲ ಪಂದ್ಯದಲ್ಲಿ ಕೊಹ್ಲಿ ಅರ್ಧಶತಕ ಸಿಡಿಸಿದ್ದರು. ಇಂದಿನ ಪಂದ್ಯದಲ್ಲಿ ಭಾರತವು ಈ ಲಯವನ್ನು ಮುಂದುವರಿಸುವ ವಿಶ್ವಾಸದಲ್ಲಿದೆ. ಬೌಲಿಂಗ್ ವಿಭಾಗದಲ್ಲಿ ವೇಗಿಗಳಾದ ಮೊಹಮ್ಮದ್ ಸಿರಾಜ್ ಮತ್ತು ಹರ್ಷಿತ್ ರಾಣಾ ಉತ್ತಮ ಪ್ರದರ್ಶನ ನೀಡಿದ್ದಾರೆ. ಸ್ಪಿನ್ ವಿಭಾಗದಲ್ಲಿ ಕುಲದೀಪ್ ಯಾದವ್ ಜವಾಬ್ದಾರಿ ಹೊತ್ತಿದ್ದಾರೆ. ಮೊದಲ ಪಂದ್ಯದಲ್ಲಿ ಬೌಲರುಗಳು ಆರಂಭದಲ್ಲಿ ಹಿಡಿತ ಸಾಧಿಸಿದರೂ ಕೊನೆಯ ಓವರುಗಳಲ್ಲಿ ದುಬಾರಿಯಾಗಿದ್ದರು. ಬೌಲರುಗಳು ಈ ಸಮಸ್ಯೆ ನಿವಾರಿಸಿಕೊಳ್ಳಬೇಕಿದೆ. ಬ್ಯಾಟಿಂಗ್‌ನಲ್ಲಿ ನ್ಯೂಜಿಲೆಂಡ್ 300 ರನ್‌ಗಳ ಗಡಿ ದಾಟಿದ್ದರೂ ಭಾರತ ಅದನ್ನು ಯಶಸ್ವಿಯಾಗಿ ಬೆನ್ನಟ್ಟಿತ್ತು. ವಾಷಿಂಗ್ಟನ್ ಬದಲಿಗೆ ಯಾರು?: ವಾಷಿಂಗ್ಟನ್ ಸುಂದರ್ ಗಾಯಗೊಂಡಿರುವುದರಿಂದ ಅವರ ಬದಲಿಗೆ ತಂಡಕ್ಕೆ ಆಯುಷ್ ಬದೋನಿಯನ್ನು ಸೇರಿಸಿಕೊಳ್ಳಲಾಗಿದೆ. ಬ್ಯಾಟಿಂಗ್ ಜತೆಗೆ ಆಫ್‌ಸ್ಪಿನ್ ಬೌಲಿಂಗ್ ಮಾಡಬಲ್ಲ ಆಯುಷ್ ಅವರಿಗೆ ಅವಕಾಶ ಸಿಗುವುದೇ ಎಂಬ ಕುತೂಹಲ ಮೂಡಿದೆ. ಅವರೇ ಇಂದು ಪದಾರ್ಪಣೆ ಮಾಡುವ ಸಾಧ್ಯತೆ ಇದೆ. (202, 190, 388, 368)
crossword-cell[interactable] (667, 1409, 681, 1423)
clue-right-down: 10.ಹೂದೆಗಳ ಬಾಳುವ (3) (790, 1380, 854, 1389)
crossword-cell[interactable] (527, 1353, 541, 1367)
crossword-block-cell (653, 1269, 667, 1283)
crossword-cell[interactable] (625, 1381, 639, 1395)
crossword-block-cell (569, 1255, 583, 1269)
crossword-cell[interactable] (555, 1381, 569, 1395)
registration-dots-left (90, 1440, 118, 1459)
crossword-block-cell (653, 1339, 667, 1353)
crossword-cell[interactable] (639, 1395, 653, 1409)
badoni-caption-line1: ಬದೋನಿ ಆಯ್ಕೆ: (441, 498, 505, 512)
issue-date-block (52, 44, 114, 77)
crossword-block-cell (513, 1311, 527, 1325)
kohli-photo (392, 190, 558, 492)
bib-1: 25 (50, 820, 70, 830)
shreyas-headline-line2: ಸನಿಹದಲ್ಲಿ ಶ್ರೇಯಸ್ (766, 207, 840, 221)
clue-down: 11.ಪಡಿಸಿದ 12.ಮೂಲಿನ (692, 1414, 752, 1423)
clue-right-down: 2.ಹಿಂದಿನ ದಾಳಿಯಾದ (3) (790, 1303, 851, 1312)
crossword-block-cell (555, 1311, 569, 1325)
crossword-block-cell (597, 1367, 611, 1381)
crossword-block-cell (597, 1311, 611, 1325)
